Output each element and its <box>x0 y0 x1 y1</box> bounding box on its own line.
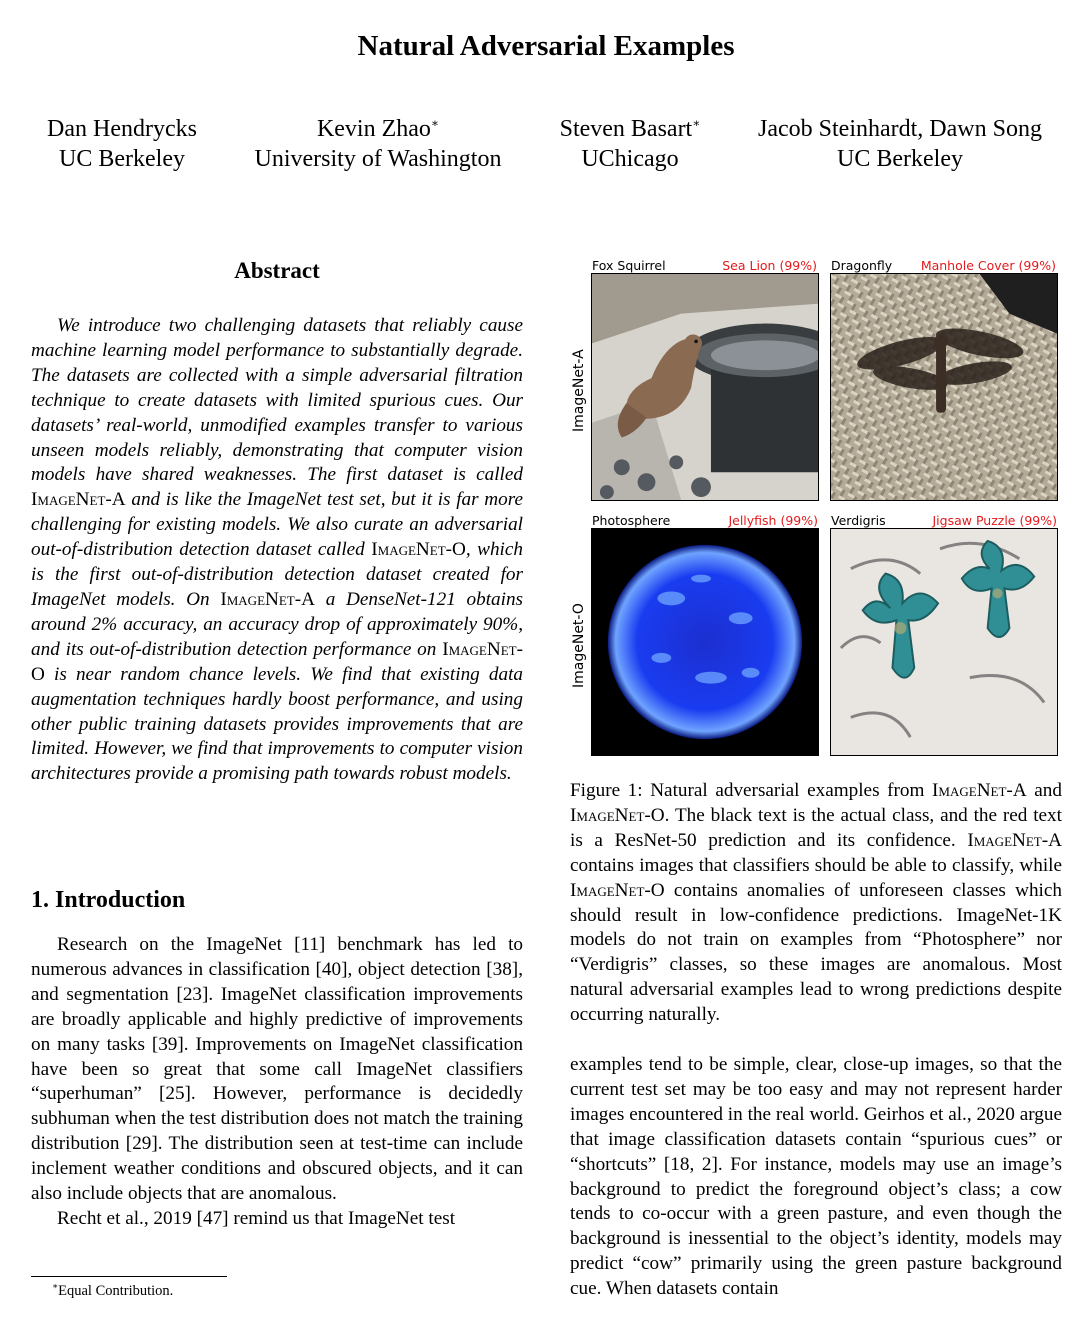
prediction-label: Manhole Cover (99%) <box>920 258 1056 273</box>
author-4 <box>745 114 1055 174</box>
dataset-name-o: ImageNet-O <box>371 539 466 561</box>
author-name: Jacob Steinhardt, Dawn Song <box>758 116 1042 142</box>
row-label-imagenet-a: ImageNet-A <box>571 349 587 432</box>
paper-title: Natural Adversarial Examples <box>357 30 735 62</box>
footnote-text: Equal Contribution. <box>58 1282 174 1299</box>
fox-squirrel-photo <box>591 273 819 501</box>
figure-1-caption <box>570 779 1062 1028</box>
abstract-text <box>31 314 523 787</box>
dragonfly-photo <box>830 273 1058 501</box>
caption-part: and <box>1034 780 1062 801</box>
prediction-label: Jellyfish (99%) <box>728 513 818 528</box>
caption-part: contains anomalies of unforeseen classes which should result in low-confidence predictions. ImageNet-1K models do not train on examples from “Photosphere” nor “Verdigris” classes, so these images are anomalous. Most natural adversarial examples lead to wrong predictions despite occurring naturally. <box>570 879 1063 1026</box>
abstract-part: is near random chance levels. We find that existing data augmentation techniques hardly boost performance, and using other public training datasets provides improvements that are limited. However, we find that improvements to computer vision architectures provide a promising path towards robust models. <box>31 663 524 785</box>
author-2 <box>248 114 508 174</box>
caption-part: . The black text is the actual class, and the red text is a ResNet-50 prediction and its confidence. <box>570 804 1062 851</box>
true-label: Verdigris <box>831 513 886 528</box>
paragraph: Recht et al., 2019 [47] remind us that ImageNet test <box>57 1207 456 1229</box>
true-label: Fox Squirrel <box>592 258 666 273</box>
author-3 <box>540 114 720 174</box>
photosphere-photo <box>591 528 819 756</box>
abstract-part: We introduce two challenging datasets that reliably cause machine learning model performance to substantially degrade. The datasets are collected with a simple adversarial filtration technique to create datasets with limited spurious cues. Our datasets’ real-world, unmodified examples transfer to various unseen models reliably, demonstrating that computer vision models have shared weaknesses. The first dataset is called <box>31 315 523 486</box>
abstract-part: , which is the first out-of-distribution detection dataset created for ImageNet models. On <box>31 539 523 610</box>
prediction-label: Sea Lion (99%) <box>722 258 817 273</box>
dataset-name-o: ImageNet-O <box>31 638 523 685</box>
footnote-rule <box>31 1276 227 1277</box>
true-label: Dragonfly <box>831 258 893 273</box>
equal-contrib-mark: ∗ <box>692 116 701 130</box>
introduction-body <box>31 933 523 1232</box>
dataset-name-o: ImageNet-O <box>570 879 665 901</box>
abstract-part: a DenseNet-121 obtains around 2% accuracy, an accuracy drop of approximately 90%, and its out-of-distribution detection performance on <box>31 588 524 660</box>
footnote <box>52 1281 173 1300</box>
abstract-part: and is like the ImageNet test set, but it is far more challenging for existing models. We also curate an adversarial out-of-distribution detection dataset called <box>31 489 523 561</box>
section-heading-introduction: 1. Introduction <box>31 887 186 913</box>
row-label-imagenet-o: ImageNet-O <box>571 603 587 688</box>
verdigris-photo <box>830 528 1058 756</box>
dataset-name-a: ImageNet-A <box>31 489 126 511</box>
dataset-name-a: ImageNet-A <box>967 829 1062 851</box>
abstract-heading: Abstract <box>234 258 320 283</box>
true-label: Photosphere <box>592 513 671 528</box>
prediction-label: Jigsaw Puzzle (99%) <box>932 513 1057 528</box>
dataset-name-o: ImageNet-O <box>570 804 665 826</box>
footnote-mark: ∗ <box>52 1281 59 1291</box>
author-affiliation: UC Berkeley <box>59 146 185 172</box>
caption-part: contains images that classifiers should be able to classify, while <box>570 854 1062 876</box>
author-name: Dan Hendrycks <box>47 116 197 142</box>
author-name: Kevin Zhao <box>316 116 431 142</box>
author-1 <box>22 114 222 174</box>
author-affiliation: UC Berkeley <box>837 146 963 172</box>
right-column-body: examples tend to be simple, clear, close-up images, so that the current test set may be too easy and may not represent harder images encountered in the real world. Geirhos et al., 2020 argue that image classification datasets contain “spurious cues” or “shortcuts” [18, 2]. For instance, models may use an image’s background to predict the foreground object’s class; a cow tends to co-occur with a green pasture, and even though the background is inessential to the object’s identity, models may predict “cow” primarily using the green pasture background cue. When datasets contain <box>570 1054 1062 1300</box>
dataset-name-a: ImageNet-A <box>220 588 315 610</box>
author-name: Steven Basart <box>559 116 693 142</box>
author-affiliation: University of Washington <box>254 146 502 172</box>
equal-contrib-mark: ∗ <box>430 116 440 130</box>
caption-part: Figure 1: Natural adversarial examples from <box>570 780 925 801</box>
paragraph: Research on the ImageNet [11] benchmark has led to numerous advances in classification [40], object detection [38], and segmentation [23]. ImageNet classification improvements are broadly applicable and highly predictive of improvements on many tasks [39]. Improvements on ImageNet classification have been so great that some call ImageNet classifiers “superhuman” [25]. However, performance is decidedly subhuman when the test distribution does not match the training distribution [29]. The distribution seen at test-time can include inclement weather conditions and obscured objects, and it can also include objects that are anomalous. <box>31 934 523 1205</box>
dataset-name-a: ImageNet-A <box>932 780 1027 801</box>
author-affiliation: UChicago <box>581 146 679 172</box>
